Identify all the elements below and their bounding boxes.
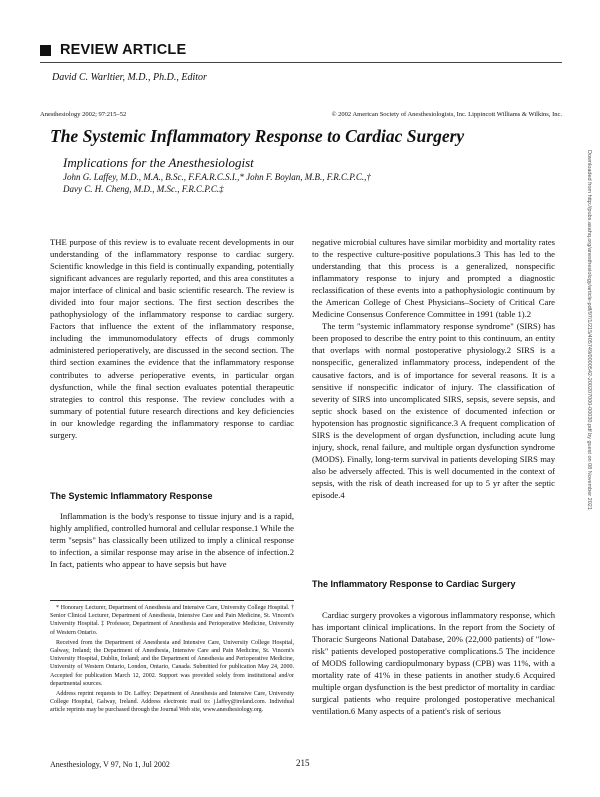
citation: Anesthesiology 2002; 97:215–52 (40, 111, 127, 118)
section-heading: The Inflammatory Response to Cardiac Surgery (312, 579, 516, 589)
editor-line: David C. Warltier, M.D., Ph.D., Editor (52, 72, 207, 83)
intro-paragraph-block (50, 236, 294, 441)
citation-bar (40, 111, 562, 118)
author-line: John G. Laffey, M.D., M.A., B.Sc., F.F.A.R.C.S.I.,* John F. Boylan, M.B., F.R.C.P.C.,† (63, 172, 371, 182)
footnotes (50, 600, 294, 717)
body-paragraph: The term "systemic inflammatory response syndrome" (SIRS) has been proposed to describe the entry point to this continuum, an entity that overlaps with normal postoperative physiology.2 SIRS is a nonspecific, generalized inflammatory process, independent of the causative factors, and is of importance for several reasons. It is a sensitive if nonspecific indicator of injury. The classification of severity of SIRS into uncomplicated SIRS, sepsis, severe sepsis, and septic shock based on the existence of documented infection or hypotension has prognostic significance.3 A frequent complication of SIRS is the development of organ dysfunction, including acute lung injury, shock, renal failure, and multiple organ dysfunction syndrome (MODS). Finally, long-term survival in patients developing SIRS may also be adversely affected. This is well documented in the context of sepsis, with the risk of death increased for up to 5 yr after the septic episode.4 (312, 321, 555, 500)
article-subtitle: Implications for the Anesthesiologist (63, 155, 254, 170)
body-paragraph: Cardiac surgery provokes a vigorous inflammatory response, which has important clinical implications. In the report from the Society of Thoracic Surgeons National Database, 20% (22,000 patients) of "low-risk" patients developed postoperative complications.5 The incidence of MODS following cardiopulmonary bypass (CPB) was 11%, with a mortality rate of 41% in these patients in another study.6 Acquired multiple organ dysfunction is the best predictor of mortality in cardiac surgical patients who require prolonged postoperative mechanical ventilation.6 Many aspects of a patient's risk of serious (312, 610, 555, 717)
body-paragraph-block (50, 510, 294, 570)
intro-paragraph: THE purpose of this review is to evaluate recent developments in our understanding of the inflammatory response to cardiac surgery. Scientific knowledge in this field is continually expanding, potentially significant advances are regularly reported, and this area constitutes a major interface of clinical and basic scientific research. The review is divided into four major sections. The first section describes the pathophysiology of the inflammatory response to cardiac surgery. Factors that influence the extent of the inflammatory response, including the immunomodulatory effects of drugs commonly administered perioperatively, are discussed in the second section. The third section examines the evidence that the inflammatory response contributes to adverse perioperative events, in particular organ dysfunction, while the final section evaluates potential therapeutic strategies to control this response. The review concludes with a summary of potential future research directions and key deficiencies in our knowledge regarding the inflammatory response to cardiac surgery. (50, 237, 294, 440)
footnote-address: Address reprint requests to Dr. Laffey: Department of Anesthesia and Intensive Care, University College Hospital, Galway, Ireland. Address electronic mail to: j.laffey@ireland.com. Individual article reprints may be purchased through the Journal Web site, www.anesthesiology.org. (50, 691, 294, 714)
footnote-affiliations: * Honorary Lecturer, Department of Anesthesia and Intensive Care, University College Hospital. † Senior Clinical Lecturer, Department of Anesthesia, Intensive Care and Pain Medicine, St. Vincent's University Hospital. ‡ Professor, Department of Anesthesia and Perioperative Medicine, University of Western Ontario. (50, 605, 294, 636)
body-paragraph: Inflammation is the body's response to tissue injury and is a rapid, highly amplified, controlled humoral and cellular response.1 While the term "sepsis" has classically been utilized to imply a clinical response to infection, a similar response may arise in the absence of infection.2 In fact, patients who appear to have sepsis but have (50, 511, 294, 570)
download-watermark (585, 150, 594, 790)
square-bullet-icon (40, 45, 51, 56)
download-note: Downloaded from http://pubs.asahq.org/anesthesiology/article-pdf/97/1/215/405749/0000542-200207000-00030.pdf by guest on 08 November 2021 (586, 150, 592, 510)
header-rule (40, 62, 562, 63)
right-column-text (312, 609, 555, 717)
page-number: 215 (296, 758, 310, 768)
article-title: The Systemic Inflammatory Response to Cardiac Surgery (50, 126, 465, 146)
journal-footer: Anesthesiology, V 97, No 1, Jul 2002 (50, 760, 170, 769)
copyright: © 2002 American Society of Anesthesiologists, Inc. Lippincott Williams & Wilkins, Inc. (331, 111, 562, 118)
right-column-text (312, 236, 555, 501)
footnote-received: Received from the Department of Anesthesia and Intensive Care, University College Hospital, Galway, Ireland; the Department of Anesthesia, Intensive Care and Pain Medicine, St. Vincent's University Hospital, Dublin, Ireland; and the Department of Anesthesia and Perioperative Medicine, University of Western Ontario, London, Ontario, Canada. Submitted for publication May 24, 2000. Accepted for publication March 12, 2002. Support was provided solely from institutional and/or departmental sources. (50, 639, 294, 687)
author-line: Davy C. H. Cheng, M.D., M.Sc., F.R.C.P.C.‡ (63, 183, 224, 194)
body-paragraph: negative microbial cultures have similar morbidity and mortality rates to the respective culture-positive populations.3 This has led to the understanding that this process is a generalized, nonspecific inflammatory response to injury and prompted a diagnostic reclassification of these events into a pathophysiologic continuum by the American College of Chest Physicians–Society of Critical Care Medicine Consensus Conference Committee in 1991 (table 1).2 (312, 237, 555, 320)
section-label (40, 42, 186, 58)
author-list (63, 172, 371, 195)
section-label-text: REVIEW ARTICLE (60, 42, 187, 58)
section-heading: The Systemic Inflammatory Response (50, 491, 213, 501)
